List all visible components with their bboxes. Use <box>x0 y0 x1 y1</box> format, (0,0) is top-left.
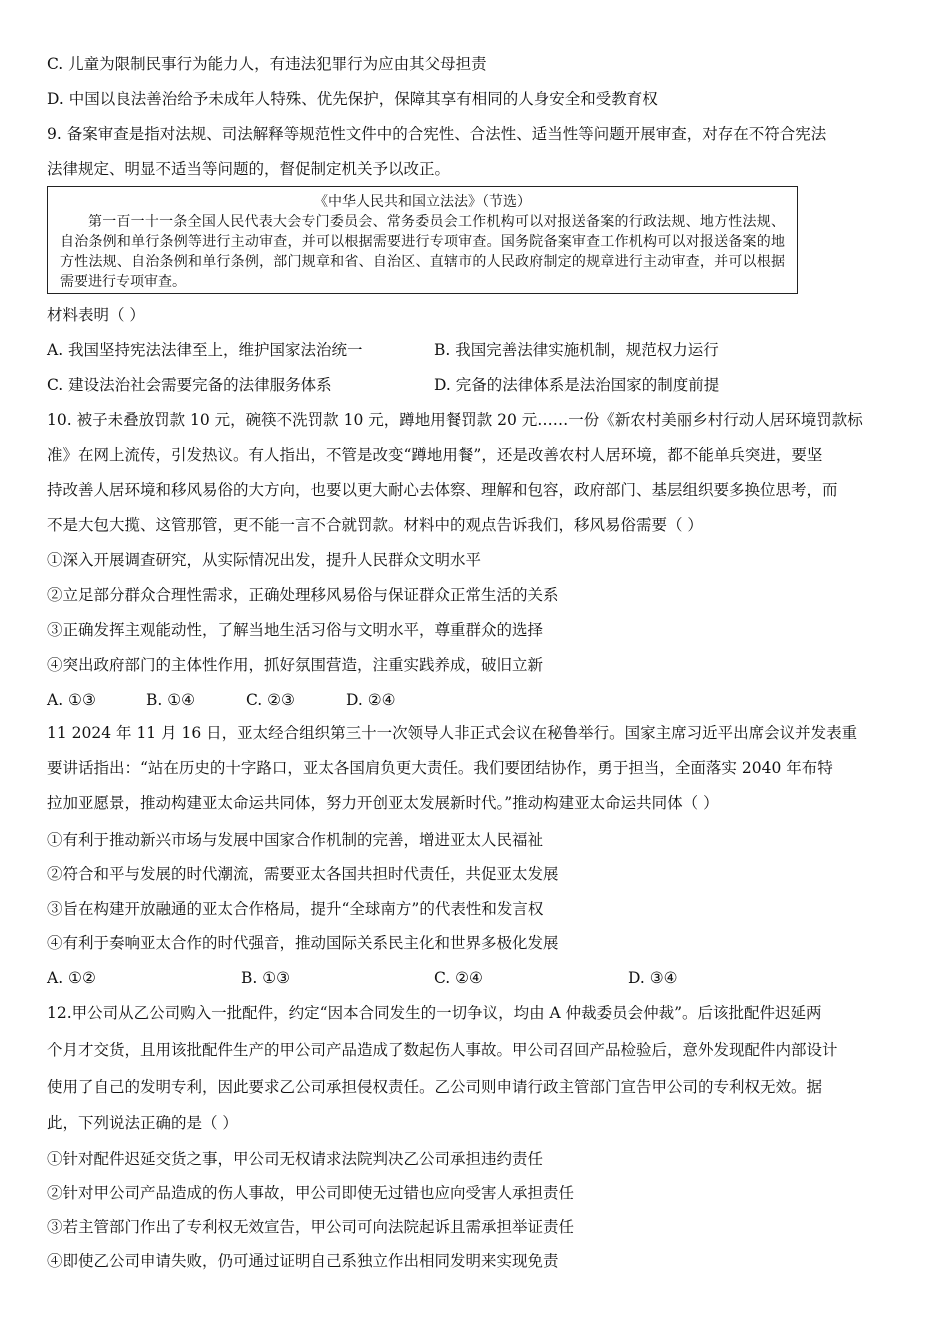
q11-item-4: ④有利于奏响亚太合作的时代强音，推动国际关系民主化和世界多极化发展 <box>47 934 559 952</box>
q9-stem-line2: 法律规定、明显不适当等问题的，督促制定机关予以改正。 <box>47 160 451 178</box>
q11-item-1: ①有利于推动新兴市场与发展中国家合作机制的完善，增进亚太人民福祉 <box>47 831 544 849</box>
q10-option-a: A. ①③ <box>47 691 96 709</box>
q8-option-d: D. 中国以良法善治给予未成年人特殊、优先保护，保障其享有相同的人身安全和受教育权 <box>47 90 658 108</box>
q8-option-c: C. 儿童为限制民事行为能力人，有违法犯罪行为应由其父母担责 <box>47 55 487 73</box>
q11-option-c: C. ②④ <box>434 969 483 987</box>
q9-option-b: B. 我国完善法律实施机制，规范权力运行 <box>434 341 719 359</box>
q12-item-4: ④即使乙公司申请失败，仍可通过证明自己系独立作出相同发明来实现免责 <box>47 1252 559 1270</box>
q9-option-d: D. 完备的法律体系是法治国家的制度前提 <box>434 376 720 394</box>
q10-option-d: D. ②④ <box>346 691 396 709</box>
q10-stem-line1: 10. 被子未叠放罚款 10 元，碗筷不洗罚款 10 元，蹲地用餐罚款 20 元……一份《新农村美丽乡村行动人居环境罚款标 <box>47 411 863 429</box>
q9-stem-line1: 9. 备案审查是指对法规、司法解释等规范性文件中的合宪性、合法性、适当性等问题开展审查，对存在不符合宪法 <box>47 125 827 143</box>
q11-option-b: B. ①③ <box>241 969 291 987</box>
q11-stem-line1: 11 2024 年 11 月 16 日，亚太经合组织第三十一次领导人非正式会议在秘鲁举行。国家主席习近平出席会议并发表重 <box>47 724 858 742</box>
q11-stem-line3: 拉加亚愿景，推动构建亚太命运共同体，努力开创亚太发展新时代。”推动构建亚太命运共同体（ ） <box>47 794 719 812</box>
q10-option-c: C. ②③ <box>246 691 295 709</box>
q12-stem-line2: 个月才交货，且用该批配件生产的甲公司产品造成了数起伤人事故。甲公司召回产品检验后，意外发现配件内部设计 <box>47 1041 838 1059</box>
q11-item-3: ③旨在构建开放融通的亚太合作格局，提升“全球南方”的代表性和发言权 <box>47 900 544 918</box>
q9-option-a: A. 我国坚持宪法法律至上，维护国家法治统一 <box>47 341 363 359</box>
q10-item-4: ④突出政府部门的主体性作用，抓好氛围营造，注重实践养成，破旧立新 <box>47 656 544 674</box>
q10-item-1: ①深入开展调查研究，从实际情况出发，提升人民群众文明水平 <box>47 551 482 569</box>
q12-stem-line4: 此，下列说法正确的是（ ） <box>47 1114 238 1132</box>
q9-option-c: C. 建设法治社会需要完备的法律服务体系 <box>47 376 332 394</box>
q11-stem-line2: 要讲话指出：“站在历史的十字路口，亚太各国肩负更大责任。我们要团结协作，勇于担当，全面落实 2040 年布特 <box>47 759 833 777</box>
q11-option-a: A. ①② <box>47 969 96 987</box>
q9-material-box <box>47 186 798 294</box>
q10-item-3: ③正确发挥主观能动性，了解当地生活习俗与文明水平，尊重群众的选择 <box>47 621 544 639</box>
q9-material-title: 《中华人民共和国立法法》（节选） <box>314 194 531 210</box>
q12-item-1: ①针对配件迟延交货之事，甲公司无权请求法院判决乙公司承担违约责任 <box>47 1150 544 1168</box>
q12-stem-line3: 使用了自己的发明专利，因此要求乙公司承担侵权责任。乙公司则申请行政主管部门宣告甲公司的专利权无效。据 <box>47 1078 823 1096</box>
q10-item-2: ②立足部分群众合理性需求，正确处理移风易俗与保证群众正常生活的关系 <box>47 586 559 604</box>
q12-item-3: ③若主管部门作出了专利权无效宣告，甲公司可向法院起诉且需承担举证责任 <box>47 1218 575 1236</box>
q11-item-2: ②符合和平与发展的时代潮流，需要亚太各国共担时代责任，共促亚太发展 <box>47 865 559 883</box>
q9-material-text: 第一百一十一条全国人民代表大会专门委员会、常务委员会工作机构可以对报送备案的行政法规、地方性法规、自治条例和单行条例等进行主动审查，并可以根据需要进行专项审查。国务院备案审查工作机构可以对报送备案的地方性法规、自治条例和单行条例，部门规章和省、自治区、直辖市的人民政府制定的规章进行主动审查，并可以根据需要进行专项审查。 <box>60 214 785 290</box>
q10-stem-line3: 持改善人居环境和移风易俗的大方向，也要以更大耐心去体察、理解和包容，政府部门、基层组织要多换位思考，而 <box>47 481 838 499</box>
q12-stem-line1: 12.甲公司从乙公司购入一批配件，约定“因本合同发生的一切争议，均由 A 仲裁委员会仲裁”。后该批配件迟延两 <box>47 1004 822 1022</box>
q11-option-d: D. ③④ <box>628 969 678 987</box>
q12-item-2: ②针对甲公司产品造成的伤人事故，甲公司即使无过错也应向受害人承担责任 <box>47 1184 575 1202</box>
q10-stem-line4: 不是大包大揽、这管那管，更不能一言不合就罚款。材料中的观点告诉我们，移风易俗需要（ ） <box>47 516 703 534</box>
q9-prompt: 材料表明（ ） <box>47 306 145 324</box>
q10-stem-line2: 准》在网上流传，引发热议。有人指出，不管是改变“蹲地用餐”，还是改善农村人居环境，都不能单兵突进，要坚 <box>47 446 823 464</box>
q10-option-b: B. ①④ <box>146 691 196 709</box>
